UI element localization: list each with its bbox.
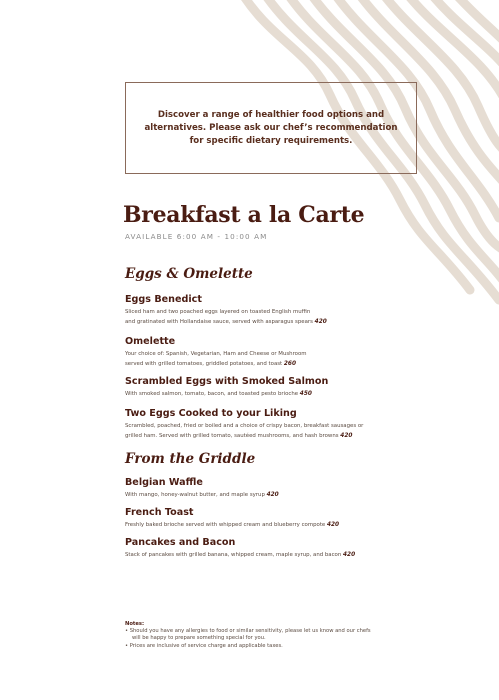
notes-title: Notes: xyxy=(125,621,145,627)
availability-hours: AVAILABLE 6:00 AM - 10:00 AM xyxy=(125,232,268,241)
menu-item-french-toast xyxy=(125,507,395,531)
notice-line-1: Discover a range of healthier food options and xyxy=(157,109,385,120)
item-name: French Toast xyxy=(125,507,194,518)
notice-line-3: for specific dietary requirements. xyxy=(189,135,353,146)
item-price: 450 xyxy=(299,391,312,397)
item-description: Scrambled, poached, fried or boiled and a choice of crispy bacon, breakfast sausages or grilled ham. Served with grilled tomato, sautéed mushrooms, and hash browns 420 xyxy=(125,423,364,439)
menu-title: Breakfast a la Carte xyxy=(123,202,365,228)
menu-notes xyxy=(125,621,425,650)
item-price: 420 xyxy=(326,522,340,528)
item-name: Scrambled Eggs with Smoked Salmon xyxy=(125,376,329,387)
menu-item-eggs-benedict xyxy=(125,294,395,327)
item-price: 420 xyxy=(343,552,356,558)
menu-item-two-eggs xyxy=(125,408,395,441)
item-description: Freshly baked brioche served with whipped cream and blueberry compote 420 xyxy=(125,522,340,528)
notice-line-2: alternatives. Please ask our chef’s recommendation xyxy=(144,122,398,133)
item-price: 420 xyxy=(266,492,279,498)
menu-item-scrambled-eggs-salmon xyxy=(125,376,395,400)
item-name: Belgian Waffle xyxy=(125,477,203,488)
notes-line-allergy: • Should you have any allergies to food or similar sensitivity, please let us know and our chefs xyxy=(125,628,371,635)
menu-item-belgian-waffle xyxy=(125,477,395,501)
item-price: 420 xyxy=(314,318,327,325)
item-name: Two Eggs Cooked to your Liking xyxy=(125,408,297,419)
menu-item-pancakes-bacon xyxy=(125,537,395,561)
section-title-from-the-griddle: From the Griddle xyxy=(125,451,256,467)
dietary-notice-box xyxy=(125,82,417,174)
notes-line-prices: • Prices are inclusive of service charge and applicable taxes. xyxy=(125,642,283,649)
item-description: Stack of pancakes with grilled banana, whipped cream, maple syrup, and bacon 420 xyxy=(125,552,356,558)
item-description: With smoked salmon, tomato, bacon, and toasted pesto brioche 450 xyxy=(125,391,312,397)
item-price: 260 xyxy=(283,360,296,367)
item-description: Your choice of: Spanish, Vegetarian, Ham and Cheese or Mushroom served with grilled tomatoes, griddled potatoes, and toast 260 xyxy=(125,351,307,367)
item-name: Pancakes and Bacon xyxy=(125,537,236,548)
item-price: 420 xyxy=(340,432,353,439)
dietary-notice-text xyxy=(141,109,401,148)
item-name: Omelette xyxy=(125,336,176,347)
item-description: Sliced ham and two poached eggs layered on toasted English muffin and gratinated with Hollandaise sauce, served with asparagus spears 420 xyxy=(125,309,327,325)
item-description: With mango, honey-walnut butter, and maple syrup 420 xyxy=(125,492,279,498)
menu-item-omelette xyxy=(125,336,395,369)
item-name: Eggs Benedict xyxy=(125,294,202,305)
section-title-eggs-omelette: Eggs & Omelette xyxy=(125,266,253,282)
notes-line-allergy-cont: will be happy to prepare something special for you. xyxy=(132,635,266,642)
